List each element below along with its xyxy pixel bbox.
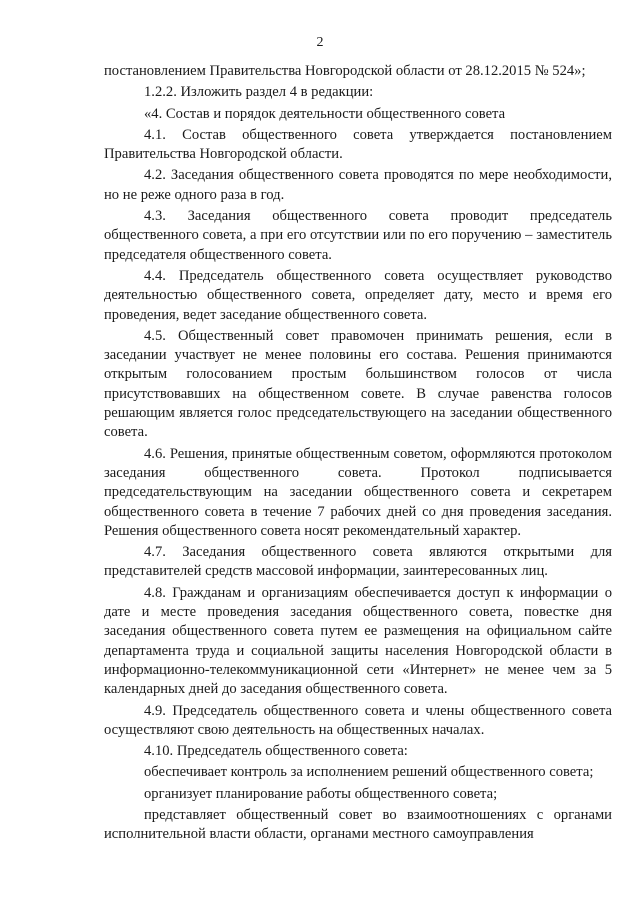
paragraph-4-9: 4.9. Председатель общественного совета и члены общественного совета осуществляют свою деятельность на общественных началах. <box>104 702 612 738</box>
paragraph-4-5: 4.5. Общественный совет правомочен принимать решения, если в заседании участвует не менее половины его состава. Решения принимаются открытым голосованием простым большинством голосов от числа присутствовавших на общественном совете. В случае равенства голосов решающим является голос председательствующего на заседании общественного совета. <box>104 327 612 441</box>
paragraph-4-4: 4.4. Председатель общественного совета осуществляет руководство деятельностью общественного совета, определяет дату, место и время его проведения, ведет заседание общественного совета. <box>104 267 612 323</box>
paragraph-4-2: 4.2. Заседания общественного совета проводятся по мере необходимости, но не реже одного раза в год. <box>104 167 612 203</box>
page-number: 2 <box>316 35 324 50</box>
paragraph-4-6: 4.6. Решения, принятые общественным советом, оформляются протоколом заседания общественного совета. Протокол подписывается председательствующим на заседании общественного совета и секретарем общественного совета в течение 7 рабочих дней со дня проведения заседания. Решения общественного совета носят рекомендательный характер. <box>104 445 612 539</box>
list-item-representation: представляет общественный совет во взаимоотношениях с органами исполнительной власти области, органами местного самоуправления <box>104 806 612 843</box>
paragraph-4-3: 4.3. Заседания общественного совета проводит председатель общественного совета, а при его отсутствии или по его поручению – заместитель председателя общественного совета. <box>104 208 612 263</box>
paragraph-4-1: 4.1. Состав общественного совета утверждается постановлением Правительства Новгородской области. <box>104 126 612 163</box>
document-body <box>104 62 612 847</box>
paragraph-4-8: 4.8. Гражданам и организациям обеспечивается доступ к информации о дате и месте проведения заседания общественного совета, повестке дня заседания общественного совета путем ее размещения на официальном сайте департамента труда и социальной защиты населения Новгородской области в информационно-телекоммуникационной сети «Интернет» не менее чем за 5 календарных дней до заседания общественного совета. <box>104 584 612 698</box>
list-item-planning: организует планирование работы общественного совета; <box>144 785 498 802</box>
section-4-heading: «4. Состав и порядок деятельности общественного совета <box>144 105 506 122</box>
paragraph-1-2-2: 1.2.2. Изложить раздел 4 в редакции: <box>144 84 374 101</box>
paragraph-4-7: 4.7. Заседания общественного совета являются открытыми для представителей средств массовой информации, заинтересованных лиц. <box>104 544 612 580</box>
paragraph-continuation: постановлением Правительства Новгородской области от 28.12.2015 № 524»; <box>104 63 586 79</box>
paragraph-4-10: 4.10. Председатель общественного совета: <box>144 743 408 760</box>
list-item-control: обеспечивает контроль за исполнением решений общественного совета; <box>144 764 594 781</box>
